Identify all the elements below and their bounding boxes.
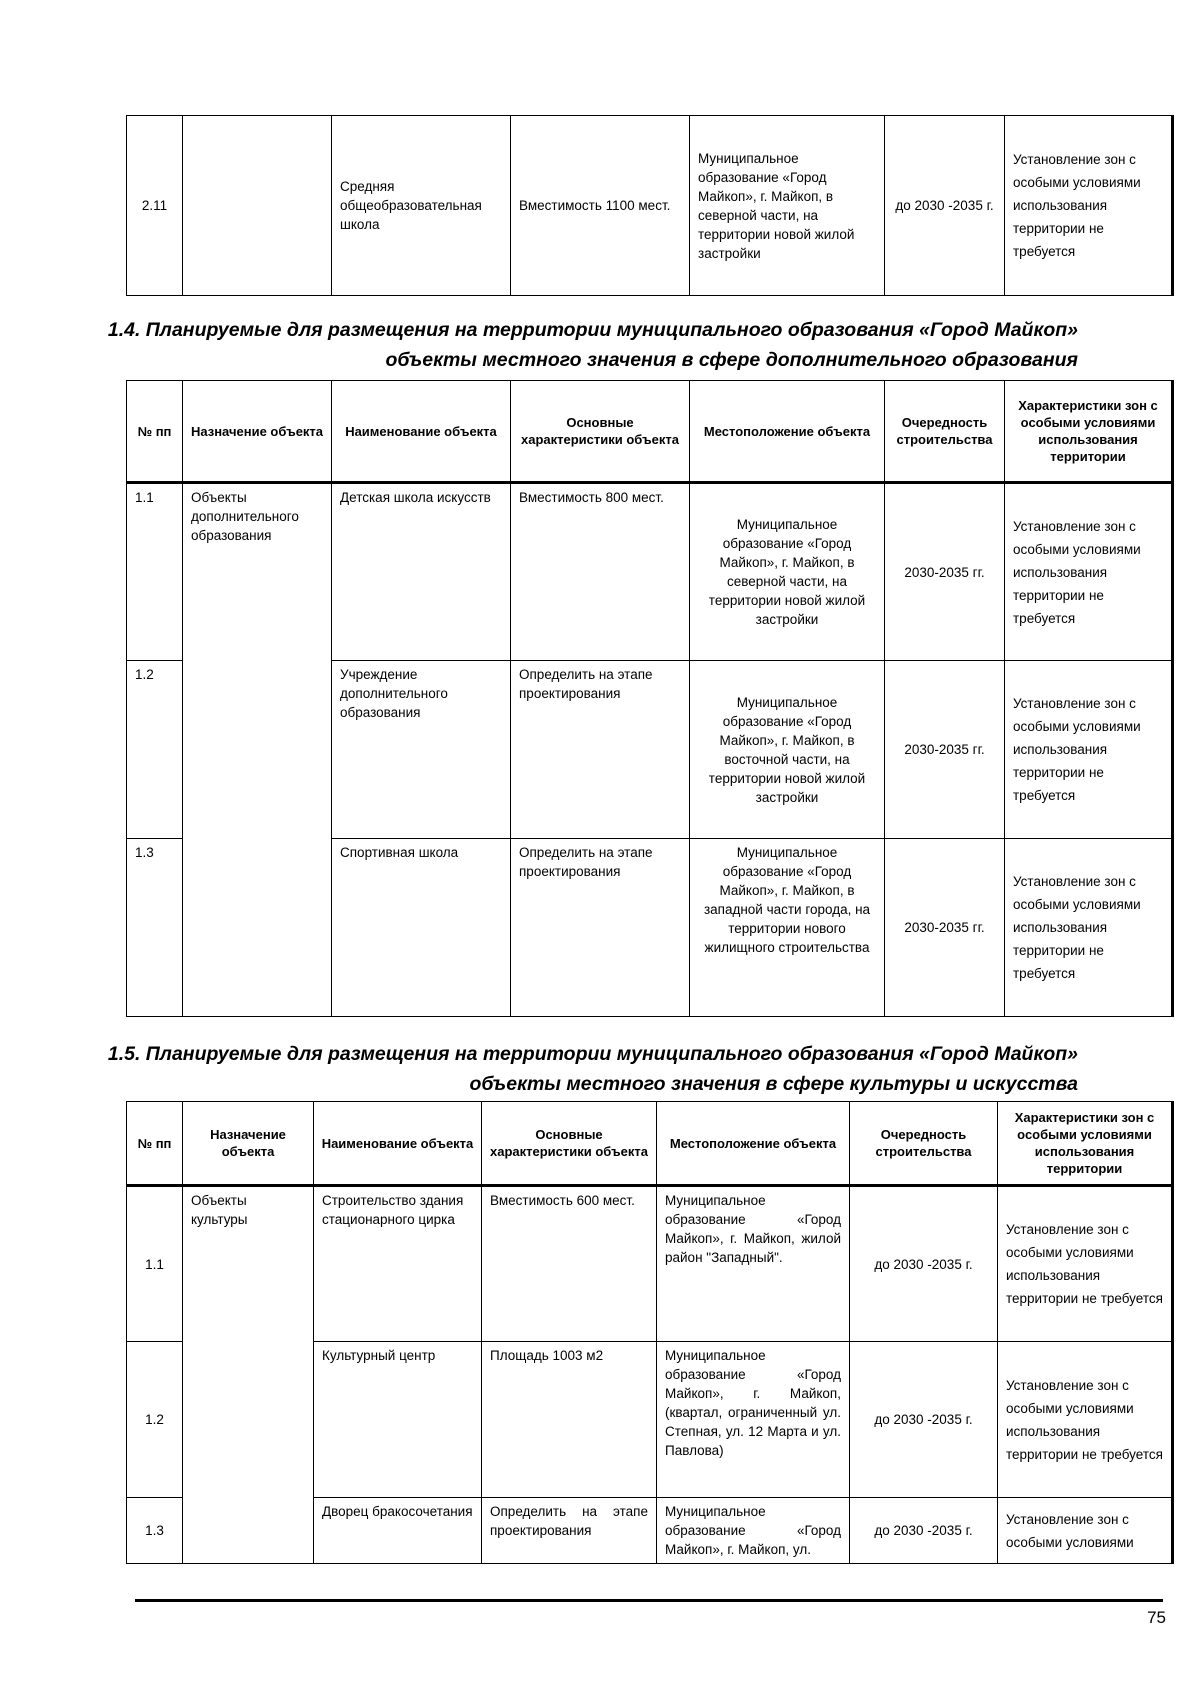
header-zones: Характеристики зон с особыми условиями использования территории — [1005, 381, 1173, 483]
header-characteristics: Основные характеристики объекта — [482, 1102, 657, 1186]
object-name: Культурный центр — [314, 1342, 482, 1498]
row-number: 1.2 — [127, 1342, 183, 1498]
zone-characteristics: Установление зон с особыми условиями использования территории не требуется — [1005, 839, 1173, 1017]
object-name: Строительство здания стационарного цирка — [314, 1186, 482, 1342]
object-location: Муниципальное образование «Город Майкоп», г. Майкоп, ул. — [657, 1498, 850, 1564]
object-name: Учреждение дополнительного образования — [332, 661, 511, 839]
header-purpose: Назначение объекта — [183, 381, 332, 483]
object-characteristics: Вместимость 800 мест. — [511, 483, 690, 661]
zone-characteristics: Установление зон с особыми условиями — [998, 1498, 1173, 1564]
object-location: Муниципальное образование «Город Майкоп», г. Майкоп, в западной части города, на территории нового жилищного строительства — [690, 839, 885, 1017]
header-num: № пп — [127, 1102, 183, 1186]
object-characteristics: Площадь 1003 м2 — [482, 1342, 657, 1498]
table-row — [127, 1186, 1173, 1342]
object-purpose: Объекты культуры — [183, 1186, 314, 1564]
object-name: Дворец бракосочетания — [314, 1498, 482, 1564]
heading-line-1: 1.4. Планируемые для размещения на территории муниципального образования «Город Майкоп» — [107, 319, 1078, 341]
footer-divider — [135, 1599, 1163, 1602]
zone-characteristics: Установление зон с особыми условиями использования территории не требуется — [1005, 116, 1173, 296]
zone-characteristics: Установление зон с особыми условиями использования территории не требуется — [1005, 661, 1173, 839]
zone-characteristics: Установление зон с особыми условиями использования территории не требуется — [1005, 483, 1173, 661]
zone-characteristics: Установление зон с особыми условиями использования территории не требуется — [998, 1186, 1173, 1342]
header-row — [127, 381, 1173, 483]
table-row — [127, 116, 1173, 296]
object-characteristics: Вместимость 1100 мест. — [511, 116, 690, 296]
row-number: 1.1 — [127, 483, 183, 661]
header-characteristics: Основные характеристики объекта — [511, 381, 690, 483]
page-number: 75 — [1147, 1608, 1166, 1627]
construction-period: до 2030 -2035 г. — [850, 1498, 998, 1564]
object-name: Детская школа искусств — [332, 483, 511, 661]
header-location: Местоположение объекта — [690, 381, 885, 483]
object-purpose — [183, 116, 332, 296]
object-location: Муниципальное образование «Город Майкоп», г. Майкоп, в восточной части, на территории новой жилой застройки — [690, 661, 885, 839]
row-number: 1.2 — [127, 661, 183, 839]
header-period: Очередность строительства — [885, 381, 1005, 483]
culture-table — [126, 1101, 1174, 1564]
row-number: 1.3 — [127, 1498, 183, 1564]
construction-period: до 2030 -2035 г. — [885, 116, 1005, 296]
construction-period: 2030-2035 гг. — [885, 839, 1005, 1017]
object-location: Муниципальное образование «Город Майкоп», г. Майкоп, (квартал, ограниченный ул. Степная, ул. 12 Марта и ул. Павлова) — [657, 1342, 850, 1498]
heading-line-1: 1.5. Планируемые для размещения на территории муниципального образования «Город Майкоп» — [107, 1043, 1078, 1065]
header-name: Наименование объекта — [314, 1102, 482, 1186]
additional-education-table — [126, 380, 1174, 1017]
object-name: Средняя общеобразовательная школа — [332, 116, 511, 296]
row-number: 1.1 — [127, 1186, 183, 1342]
object-location: Муниципальное образование «Город Майкоп», г. Майкоп, жилой район "Западный". — [657, 1186, 850, 1342]
object-characteristics: Определить на этапе проектирования — [482, 1498, 657, 1564]
object-characteristics: Определить на этапе проектирования — [511, 661, 690, 839]
section-heading-1-5 — [108, 1039, 1078, 1099]
object-name: Спортивная школа — [332, 839, 511, 1017]
object-location: Муниципальное образование «Город Майкоп», г. Майкоп, в северной части, на территории новой жилой застройки — [690, 116, 885, 296]
object-location: Муниципальное образование «Город Майкоп», г. Майкоп, в северной части, на территории новой жилой застройки — [690, 483, 885, 661]
row-number: 1.3 — [127, 839, 183, 1017]
header-period: Очередность строительства — [850, 1102, 998, 1186]
construction-period: 2030-2035 гг. — [885, 483, 1005, 661]
header-name: Наименование объекта — [332, 381, 511, 483]
header-row — [127, 1102, 1173, 1186]
construction-period: до 2030 -2035 г. — [850, 1342, 998, 1498]
continuation-table — [126, 115, 1174, 296]
header-zones: Характеристики зон с особыми условиями использования территории — [998, 1102, 1173, 1186]
heading-line-2: объекты местного значения в сфере культуры и искусства — [469, 1073, 1078, 1095]
header-location: Местоположение объекта — [657, 1102, 850, 1186]
row-number: 2.11 — [127, 116, 183, 296]
header-num: № пп — [127, 381, 183, 483]
section-heading-1-4 — [108, 315, 1078, 375]
header-purpose: Назначение объекта — [183, 1102, 314, 1186]
object-characteristics: Определить на этапе проектирования — [511, 839, 690, 1017]
zone-characteristics: Установление зон с особыми условиями использования территории не требуется — [998, 1342, 1173, 1498]
heading-line-2: объекты местного значения в сфере дополнительного образования — [385, 349, 1078, 371]
construction-period: до 2030 -2035 г. — [850, 1186, 998, 1342]
object-purpose: Объекты дополнительного образования — [183, 483, 332, 1017]
construction-period: 2030-2035 гг. — [885, 661, 1005, 839]
table-row — [127, 483, 1173, 661]
object-characteristics: Вместимость 600 мест. — [482, 1186, 657, 1342]
